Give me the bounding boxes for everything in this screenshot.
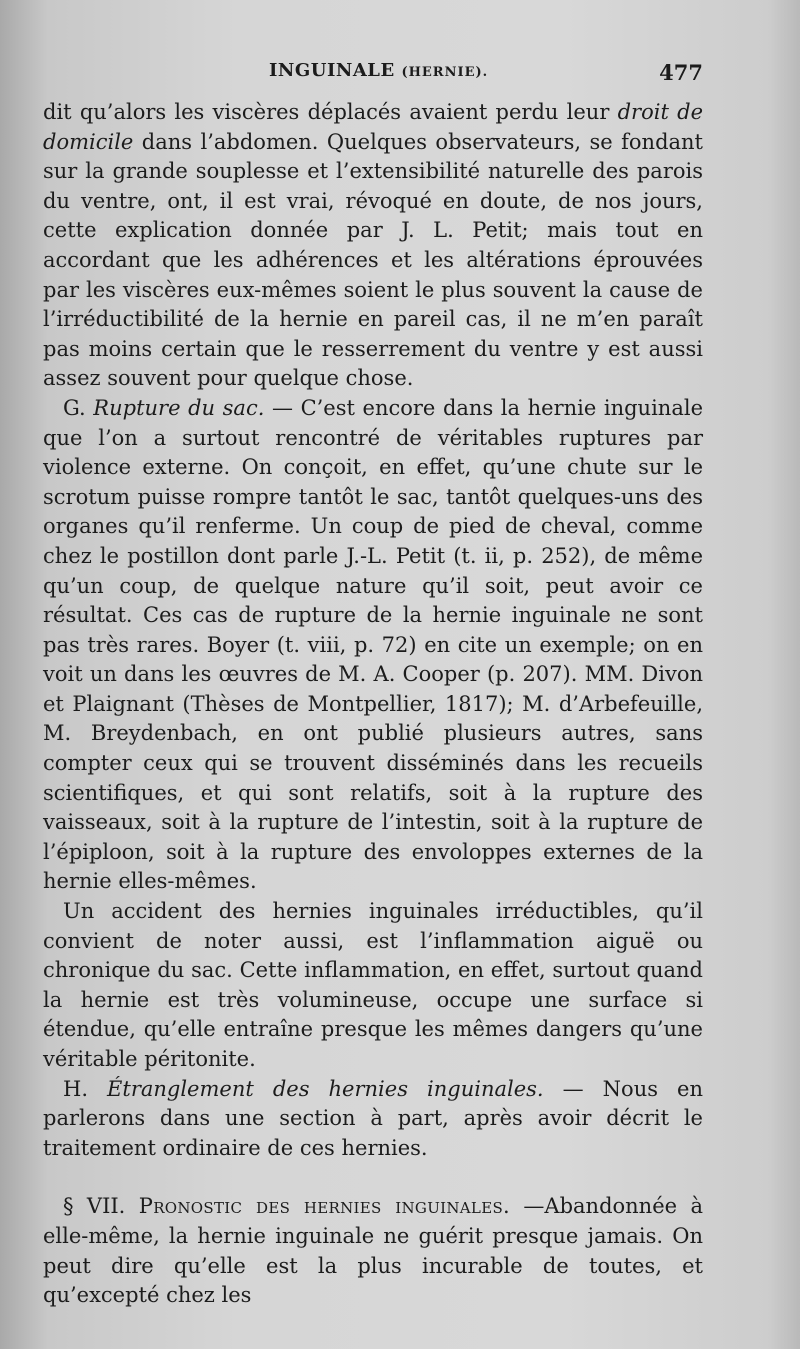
paragraph-1	[43, 98, 703, 394]
running-title-paren: (HERNIE).	[401, 65, 489, 80]
section-pronostic-text: —Abandonnée à elle-même, la hernie inguinale ne guérit presque jamais. On peut dire qu’elle est la plus incurable de toutes, et qu’excepté chez les	[43, 1194, 703, 1308]
running-title	[269, 60, 488, 81]
paragraph-etranglement	[43, 1075, 703, 1164]
section-pronostic	[43, 1192, 703, 1310]
running-title-main: INGUINALE	[269, 60, 395, 81]
section-number: § VII.	[63, 1194, 139, 1219]
paragraph-1-italic: droit de domicile	[43, 100, 703, 154]
book-page	[43, 58, 703, 1311]
paragraph-1-text: dit qu’alors les viscères déplacés avaient perdu leur	[43, 100, 618, 124]
paragraph-4-text: — Nous en parlerons dans une section à part, après avoir décrit le traitement ordinaire de ces hernies.	[43, 1076, 704, 1160]
paragraph-2-text: — C’est encore dans la hernie inguinale que l’on a surtout rencontré de véritables ruptures par violence externe. On conçoit, en effet, qu’une chute sur le scrotum puisse rompre tantôt le sac, tantôt quelques-uns des organes qu’il renferme. Un coup de pied de cheval, comme chez le postillon dont parle J.-L. Petit (t. ii, p. 252), de même qu’un coup, de quelque nature qu’il soit, peut avoir ce résultat. Ces cas de rupture de la hernie inguinale ne sont pas très rares. Boyer (t. viii, p. 72) en cite un exemple; on en voit un dans les œuvres de M. A. Cooper (p. 207). MM. Divon et Plaignant (Thèses de Montpellier, 1817); M. d’Arbefeuille, M. Breydenbach, en ont publié plusieurs autres, sans compter ceux qui se trouvent disséminés dans les recueils scientifiques, et qui sont relatifs, soit à la rupture des vaisseaux, soit à la rupture de l’intestin, soit à la rupture de l’épiploon, soit à la rupture des envoloppes externes de la hernie elles-mêmes.	[43, 395, 703, 894]
page-number: 477	[659, 60, 703, 85]
subsection-letter-g: G.	[63, 395, 94, 420]
paragraph-1-text-cont: dans l’abdomen. Quelques observateurs, se fondant sur la grande souplesse et l’extensibilité naturelle des parois du ventre, ont, il est vrai, révoqué en doute, de nos jours, cette explication donnée par J. L. Petit; mais tout en accordant que les adhérences et les altérations éprouvées par les viscères eux-mêmes soient le plus souvent la cause de l’irréductibilité de la hernie en pareil cas, il ne m’en paraît pas moins certain que le resserrement du ventre y est aussi assez souvent pour quelque chose.	[43, 129, 703, 391]
subsection-title-h: Étranglement des hernies inguinales.	[107, 1076, 544, 1101]
subsection-letter-h: H.	[63, 1076, 108, 1101]
subsection-title-g: Rupture du sac.	[93, 395, 265, 420]
paragraph-rupture-du-sac	[43, 394, 703, 897]
section-heading: Pronostic des hernies inguinales.	[138, 1194, 510, 1219]
page-header	[43, 58, 703, 98]
paragraph-inflammation: Un accident des hernies inguinales irréductibles, qu’il convient de noter aussi, est l’inflammation aiguë ou chronique du sac. Cette inflammation, en effet, surtout quand la hernie est très volumineuse, occupe une surface si étendue, qu’elle entraîne presque les mêmes dangers qu’une véritable péritonite.	[43, 899, 703, 1071]
